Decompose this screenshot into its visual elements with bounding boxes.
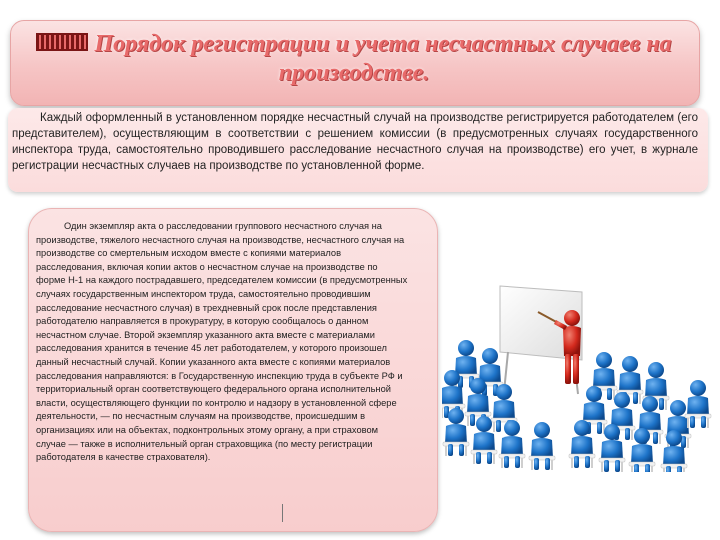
text-cursor: [282, 504, 283, 522]
slide-title: [20, 30, 688, 88]
title-decoration-icon: [36, 33, 88, 51]
body-paragraph: Один экземпляр акта о расследовании группового несчастного случая на производстве, тяжелого несчастного случая на производстве, несчастного случая на производстве со смертельным исходом вместе с копиями материалов расследования, включая копии актов о несчастном случае на производстве по форме Н-1 на каждого пострадавшего, председателем комиссии (в предусмотренных случаях государственным инспектором труда, самостоятельно проводившим расследование несчастного случая) в трехдневный срок после представления работодателю направляется в прокуратуру, в которую сообщалось о данном несчастном случае. Второй экземпляр указанного акта вместе с материалами расследования хранится в течение 45 лет работодателем, у которого произошел данный несчастный случай. Копии указанного акта вместе с копиями материалов расследования направляются: в Государственную инспекцию труда в субъекте РФ и территориальный орган соответствующего федерального органа исполнительной власти, осуществляющего функции по контролю и надзору в установленной сфере деятельности, — по несчастным случаям на производстве, происшедшим в организациях или на объектах, подконтрольных этому органу, а при страховом случае — также в исполнительный орган страховщика (по месту регистрации работодателя в качестве страхователя).: [36, 221, 408, 463]
title-label: Порядок регистрации и учета несчастных случаев на производстве.: [94, 31, 672, 86]
intro-paragraph: Каждый оформленный в установленном порядке несчастный случай на производстве регистрируется работодателем (его представителем), осуществляющим в соответствии с решением комиссии (в предусмотренных случаях государственного инспектора труда, самостоятельно проводившего расследование несчастного случая на производстве) его учет, в журнале регистрации несчастных случаев на производстве по установленной форме.: [12, 112, 698, 172]
presentation-audience-icon: [442, 282, 712, 472]
